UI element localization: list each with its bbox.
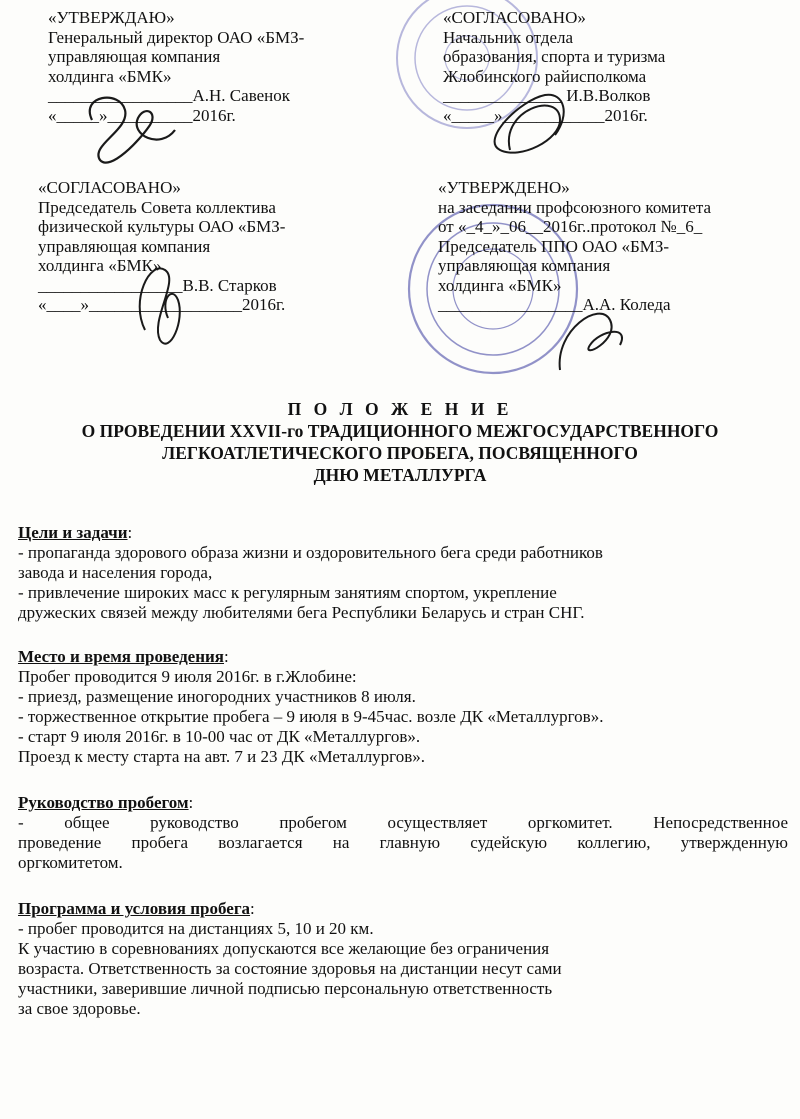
- date-line: «_____»____________2016г.: [443, 105, 648, 125]
- approval-union: [438, 178, 711, 315]
- approval-line: от «_4_»_06__2016г..протокол №_6_: [438, 217, 703, 236]
- signature-line: _________________В.В. Старков: [38, 275, 277, 295]
- date-line: «____»__________________2016г.: [38, 295, 286, 314]
- body-line: возраста. Ответственность за состояние здоровья на дистанции несут сами: [18, 959, 562, 978]
- approval-line: холдинга «БМК»: [48, 66, 172, 86]
- approval-line: физической культуры ОАО «БМЗ-: [38, 217, 286, 236]
- approval-heading: «СОГЛАСОВАНО»: [443, 8, 586, 27]
- body-line: К участию в соревнованиях допускаются все желающие без ограничения: [18, 939, 550, 958]
- approval-education: [443, 8, 665, 125]
- date-line: «_____»__________2016г.: [48, 105, 236, 125]
- document-title: [0, 398, 800, 486]
- approval-line: Начальник отдела: [443, 27, 574, 47]
- document-body: [18, 523, 788, 1019]
- signature-union: [560, 314, 622, 370]
- body-line: - приезд, размещение иногородних участников 8 июля.: [18, 687, 416, 706]
- body-line: проведение пробега возлагается на главную судейскую коллегию, утвержденную: [18, 833, 788, 852]
- title-line: П О Л О Ж Е Н И Е: [287, 399, 513, 419]
- approval-line: Генеральный директор ОАО «БМЗ-: [48, 27, 305, 47]
- signature-line: _________________А.Н. Савенок: [48, 86, 291, 105]
- title-line: О ПРОВЕДЕНИИ XXVII-го ТРАДИЦИОННОГО МЕЖГОСУДАРСТВЕННОГО: [81, 421, 719, 441]
- body-line: - старт 9 июля 2016г. в 10-00 час от ДК «Металлургов».: [18, 727, 421, 746]
- section-place-heading: Место и время проведения:: [18, 647, 229, 666]
- approval-line: холдинга «БМК»: [38, 256, 162, 275]
- body-line: завода и населения города,: [18, 563, 213, 582]
- approval-line: Председатель Совета коллектива: [38, 197, 276, 217]
- approval-line: образования, спорта и туризма: [443, 47, 666, 66]
- approval-heading: «СОГЛАСОВАНО»: [38, 178, 181, 197]
- title-line: ДНЮ МЕТАЛЛУРГА: [313, 465, 487, 485]
- approval-council: [38, 178, 285, 315]
- approval-line: управляющая компания: [38, 236, 211, 256]
- body-line: дружеских связей между любителями бега Республики Беларусь и стран СНГ.: [18, 603, 585, 622]
- signature-line: _________________А.А. Коледа: [438, 295, 671, 314]
- approval-line: на заседании профсоюзного комитета: [438, 197, 712, 217]
- section-goals-heading: Цели и задачи:: [18, 523, 133, 542]
- body-line: оргкомитетом.: [18, 853, 123, 872]
- body-line: - пробег проводится на дистанциях 5, 10 и 20 км.: [18, 919, 374, 938]
- approval-line: Жлобинского райисполкома: [443, 66, 647, 86]
- signature-line: ______________ И.В.Волков: [443, 86, 651, 105]
- body-line: - общее руководство пробегом осуществляет оргкомитет. Непосредственное: [18, 813, 788, 832]
- body-line: за свое здоровье.: [18, 999, 141, 1018]
- body-line: - привлечение широких масс к регулярным занятиям спортом, укрепление: [18, 583, 557, 602]
- approval-heading: «УТВЕРЖДАЮ»: [48, 8, 175, 27]
- body-line: Проезд к месту старта на авт. 7 и 23 ДК «Металлургов».: [18, 747, 426, 766]
- title-line: ЛЕГКОАТЛЕТИЧЕСКОГО ПРОБЕГА, ПОСВЯЩЕННОГО: [162, 443, 638, 463]
- approval-line: холдинга «БМК»: [438, 275, 562, 295]
- approval-line: Председатель ППО ОАО «БМЗ-: [438, 236, 670, 256]
- body-line: участники, заверившие личной подписью персональную ответственность: [18, 979, 553, 998]
- approval-line: управляющая компания: [438, 256, 611, 275]
- body-line: - торжественное открытие пробега – 9 июля в 9-45час. возле ДК «Металлургов».: [18, 707, 604, 726]
- approval-director: [48, 8, 304, 125]
- approval-line: управляющая компания: [48, 47, 221, 66]
- section-program-heading: Программа и условия пробега:: [18, 899, 255, 918]
- body-line: Пробег проводится 9 июля 2016г. в г.Жлобине:: [18, 667, 357, 686]
- section-management-heading: Руководство пробегом:: [18, 793, 194, 812]
- approval-heading: «УТВЕРЖДЕНО»: [438, 178, 570, 197]
- body-line: - пропаганда здорового образа жизни и оздоровительного бега среди работников: [18, 543, 603, 562]
